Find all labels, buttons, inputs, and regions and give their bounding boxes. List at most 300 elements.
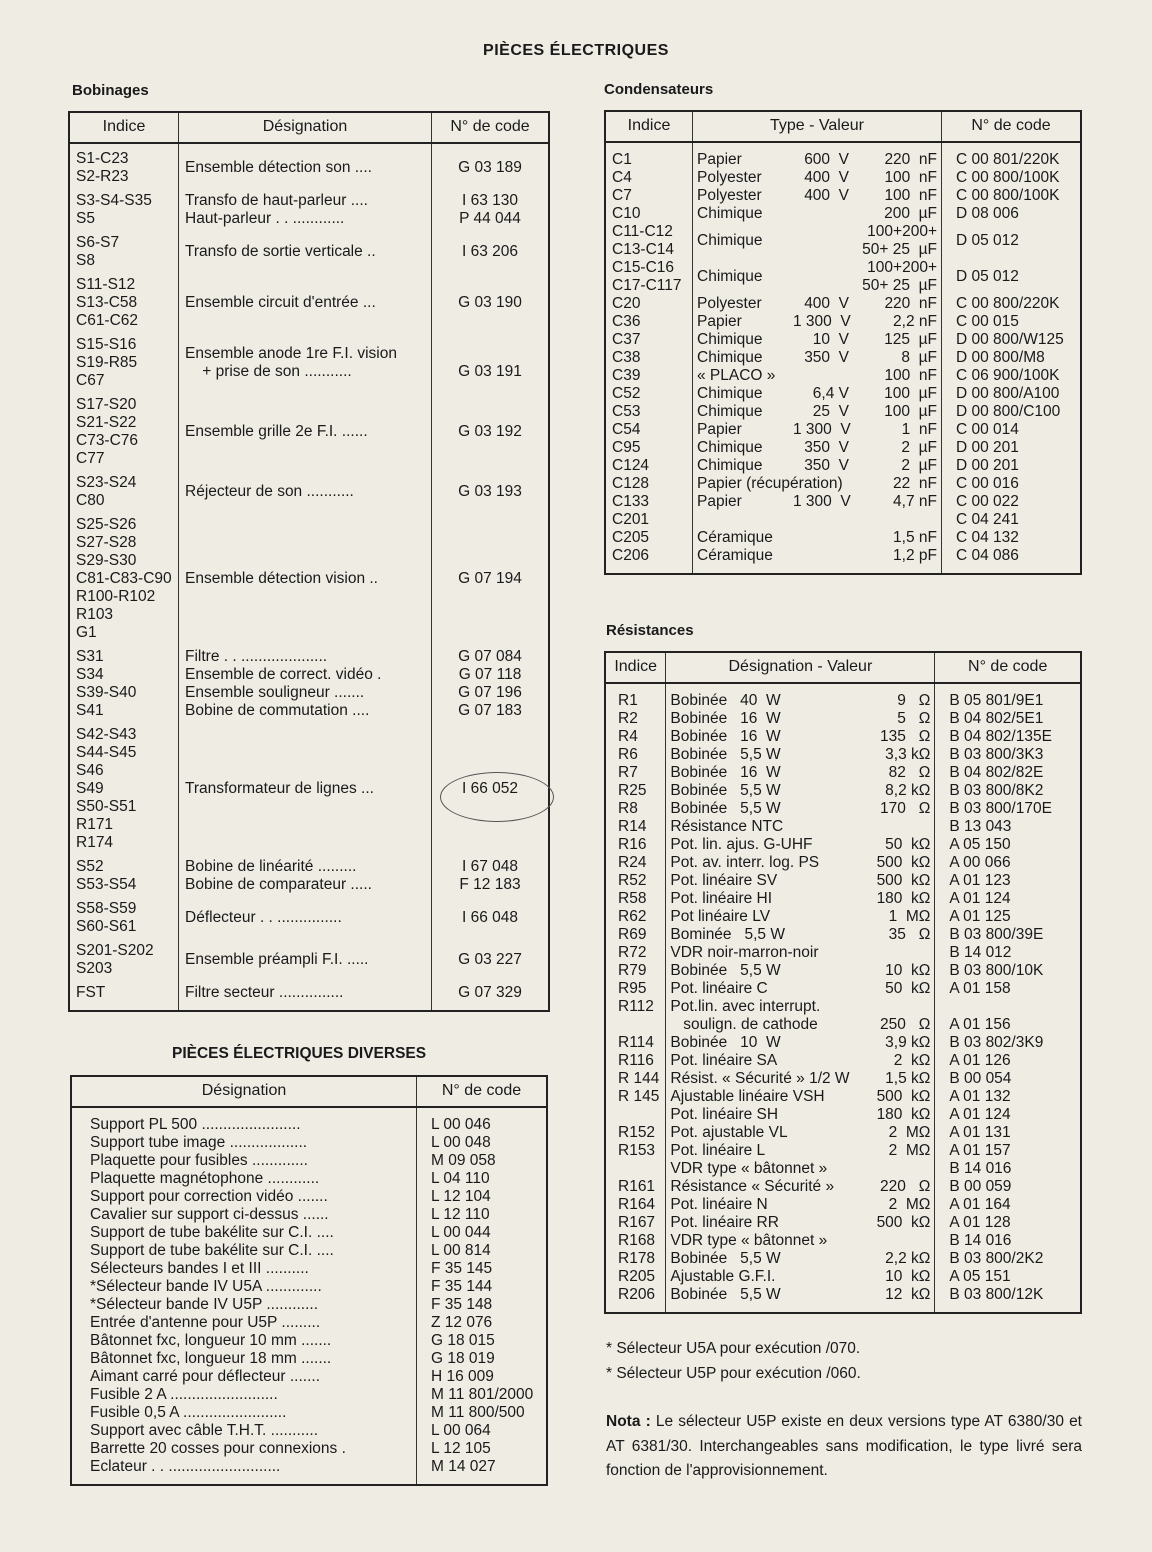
diverses-title: PIÈCES ÉLECTRIQUES DIVERSES (172, 1045, 427, 1062)
bob-designation: Déflecteur . . ............... (185, 909, 342, 926)
bob-indice-cell (69, 143, 179, 186)
cond-type-cell (693, 223, 942, 259)
cond-indice: C11-C12 (612, 223, 673, 240)
bob-indice: S52 (76, 858, 104, 875)
res-designation-cell (666, 1250, 935, 1268)
div-designation: Fusible 0,5 A ........................ (90, 1404, 287, 1421)
cond-value: 100 nF (884, 367, 937, 384)
bob-code-cell (432, 468, 550, 510)
bob-designation: Ensemble grille 2e F.I. ...... (185, 423, 368, 440)
div-code: L 00 064 (417, 1422, 548, 1440)
cond-indice-cell (605, 367, 693, 385)
bob-indice-cell (69, 330, 179, 390)
table-row (71, 1116, 547, 1134)
table-row (605, 1214, 1081, 1232)
res-code (935, 998, 1081, 1016)
cond-indice: C36 (612, 313, 641, 330)
cond-value: 50+ 25 µF (862, 241, 937, 258)
condensateurs-label: Condensateurs (604, 81, 714, 98)
cond-code: D 00 800/C100 (942, 403, 1082, 421)
cond-type: Polyester (697, 295, 762, 312)
cond-code: C 00 800/220K (942, 295, 1082, 313)
res-indice: R7 (618, 764, 638, 781)
res-designation: Bobinée 10 W (670, 1034, 781, 1051)
res-code: A 01 132 (935, 1088, 1081, 1106)
res-designation-cell (666, 1142, 935, 1160)
cond-value: 4,7 nF (893, 493, 937, 510)
res-indice: R25 (618, 782, 647, 799)
cond-value: 220 nF (884, 151, 937, 168)
bob-indice: S5 (76, 210, 95, 227)
bob-header-code: N° de code (432, 112, 550, 143)
bob-indice-cell (69, 978, 179, 1002)
res-code: A 05 151 (935, 1268, 1081, 1286)
res-designation-cell (666, 1016, 935, 1034)
res-value: 500 kΩ (876, 854, 931, 871)
res-value: 5 Ω (897, 710, 931, 727)
res-indice: R6 (618, 746, 638, 763)
cond-voltage: 400 V (804, 169, 849, 186)
div-designation: Plaquette pour fusibles ............. (90, 1152, 308, 1169)
diverses-table (70, 1075, 548, 1486)
cond-indice: C37 (612, 331, 641, 348)
bob-designation: Bobine de commutation .... (185, 702, 370, 719)
res-designation-cell (666, 1178, 935, 1196)
bob-indice: S49 (76, 780, 104, 797)
cond-indice: C52 (612, 385, 641, 402)
bob-designation: Transfo de sortie verticale .. (185, 243, 376, 260)
bob-designation: Réjecteur de son ........... (185, 483, 354, 500)
res-designation-cell (666, 998, 935, 1016)
table-row (71, 1134, 547, 1152)
cond-indice-cell (605, 439, 693, 457)
cond-header-indice: Indice (605, 111, 693, 142)
res-indice: R2 (618, 710, 638, 727)
table-row (605, 1016, 1081, 1034)
cond-code: C 04 241 (942, 511, 1082, 529)
res-code: A 01 124 (935, 890, 1081, 908)
cond-value: 1,5 nF (893, 529, 937, 546)
res-indice: R16 (618, 836, 647, 853)
table-row (605, 457, 1081, 475)
res-designation-cell (666, 1214, 935, 1232)
cond-type-cell (693, 547, 942, 565)
res-code: B 03 800/8K2 (935, 782, 1081, 800)
table-row (605, 800, 1081, 818)
table-row (605, 728, 1081, 746)
bob-indice: S15-S16 (76, 336, 137, 353)
bob-code: G 03 193 (458, 483, 522, 500)
cond-type: Chimique (697, 268, 763, 285)
res-value: 8,2 kΩ (885, 782, 931, 799)
cond-indice: C4 (612, 169, 632, 186)
resistances-table (604, 651, 1082, 1314)
res-designation: VDR noir-marron-noir (670, 944, 819, 961)
div-code: H 16 009 (417, 1368, 548, 1386)
cond-value: 100 nF (884, 169, 937, 186)
bob-indice: C77 (76, 450, 105, 467)
res-value (860, 818, 930, 836)
cond-type: Papier (697, 421, 742, 438)
div-designation: *Sélecteur bande IV U5A ............. (90, 1278, 322, 1295)
cond-value-wrap (849, 367, 937, 385)
bob-designation: Filtre secteur ............... (185, 984, 344, 1001)
cond-indice-cell (605, 475, 693, 493)
table-row (605, 836, 1081, 854)
res-value: 3,3 kΩ (885, 746, 931, 763)
bob-code: G 03 191 (458, 363, 522, 380)
table-row (71, 1296, 547, 1314)
table-row (605, 1124, 1081, 1142)
bob-indice: S58-S59 (76, 900, 137, 917)
table-row (605, 926, 1081, 944)
bob-designation: Bobine de comparateur ..... (185, 876, 372, 893)
bob-indice: S42-S43 (76, 726, 137, 743)
div-code: L 04 110 (417, 1170, 548, 1188)
cond-indice-cell (605, 187, 693, 205)
res-indice: R1 (618, 692, 638, 709)
bob-indice: S11-S12 (76, 276, 136, 293)
res-designation: Pot. linéaire C (670, 980, 768, 997)
res-designation-cell (666, 710, 935, 728)
res-indice: R153 (618, 1142, 656, 1159)
bob-indice-cell (69, 720, 179, 852)
res-value: 500 kΩ (876, 1214, 931, 1231)
cond-type-cell (693, 529, 942, 547)
res-designation-cell (666, 692, 935, 710)
table-row (71, 1404, 547, 1422)
div-code: L 12 110 (417, 1206, 548, 1224)
cond-code: D 00 201 (942, 457, 1082, 475)
table-row (605, 223, 1081, 259)
table-row (605, 1196, 1081, 1214)
bob-indice: R171 (76, 816, 114, 833)
bob-indice: S2-R23 (76, 168, 129, 185)
res-designation: Bobinée 5,5 W (670, 782, 781, 799)
cond-value: 100 µF (884, 385, 937, 402)
bob-indice-cell (69, 852, 179, 894)
res-code: A 05 150 (935, 836, 1081, 854)
cond-type: Papier (697, 151, 742, 168)
table-row (605, 1232, 1081, 1250)
cond-indice-cell (605, 421, 693, 439)
res-designation-cell (666, 1124, 935, 1142)
res-indice: R168 (618, 1232, 656, 1249)
res-designation: Bobinée 40 W (670, 692, 781, 709)
bob-designation-cell (179, 642, 432, 720)
cond-voltage: 1 300 V (793, 313, 851, 330)
bob-indice: S39-S40 (76, 684, 137, 701)
cond-value-wrap (849, 421, 937, 439)
bob-code: I 63 206 (461, 243, 519, 260)
res-indice: R161 (618, 1178, 656, 1195)
res-designation-cell (666, 818, 935, 836)
table-row (605, 349, 1081, 367)
cond-value: 50+ 25 µF (862, 277, 937, 294)
cond-indice-cell (605, 295, 693, 313)
table-row (69, 978, 549, 1002)
cond-indice-cell (605, 151, 693, 169)
table-row (71, 1278, 547, 1296)
cond-code: D 00 800/A100 (942, 385, 1082, 403)
cond-type: Chimique (697, 205, 763, 222)
table-row (69, 390, 549, 468)
div-designation: Sélecteurs bandes I et III .......... (90, 1260, 309, 1277)
table-row (69, 330, 549, 390)
cond-indice-cell (605, 223, 693, 259)
bob-designation-cell (179, 510, 432, 642)
table-row (605, 1106, 1081, 1124)
resistances-table-wrap (604, 651, 1082, 1314)
div-code: L 00 814 (417, 1242, 548, 1260)
table-row (605, 962, 1081, 980)
table-row (605, 998, 1081, 1016)
cond-code: C 00 016 (942, 475, 1082, 493)
condensateurs-table-wrap (604, 110, 1082, 575)
cond-indice-cell (605, 313, 693, 331)
bob-indice: R174 (76, 834, 114, 851)
table-row (71, 1422, 547, 1440)
div-designation: Support tube image .................. (90, 1134, 308, 1151)
cond-value: 100+200+ (867, 259, 937, 276)
res-value: 135 Ω (880, 728, 931, 745)
table-row (605, 1052, 1081, 1070)
res-indice: R52 (618, 872, 647, 889)
res-indice (605, 1106, 666, 1124)
page-title: PIÈCES ÉLECTRIQUES (483, 42, 669, 59)
bob-indice-cell (69, 390, 179, 468)
cond-code: D 08 006 (942, 205, 1082, 223)
table-row (605, 764, 1081, 782)
table-row (605, 1286, 1081, 1304)
bob-indice: S44-S45 (76, 744, 137, 761)
table-row (69, 143, 549, 186)
table-row (605, 511, 1081, 529)
cond-type-cell (693, 493, 942, 511)
bobinages-table (68, 111, 550, 1012)
bob-code-cell (432, 894, 550, 936)
res-value (860, 998, 930, 1016)
cond-value: 100 µF (884, 403, 937, 420)
res-designation: Bobinée 16 W (670, 764, 781, 781)
res-designation: Bominée 5,5 W (670, 926, 785, 943)
table-row (605, 295, 1081, 313)
cond-code: D 00 201 (942, 439, 1082, 457)
table-row (69, 468, 549, 510)
table-row (605, 944, 1081, 962)
res-indice: R8 (618, 800, 638, 817)
nota-text: Le sélecteur U5P existe en deux versions type AT 6380/30 et AT 6381/30. Interchangeables sans modification, le type livré sera fonction de l'approvisionnement. (606, 1413, 1082, 1479)
res-code: A 01 164 (935, 1196, 1081, 1214)
div-designation: Aimant carré pour déflecteur ....... (90, 1368, 321, 1385)
table-row (605, 475, 1081, 493)
cond-indice: C95 (612, 439, 641, 456)
bob-code-cell (432, 978, 550, 1002)
bob-designation-cell (179, 270, 432, 330)
res-value: 50 kΩ (885, 980, 931, 997)
div-code: L 12 105 (417, 1440, 548, 1458)
cond-type-cell (693, 187, 942, 205)
res-value: 170 Ω (880, 800, 931, 817)
div-designation: Support pour correction vidéo ....... (90, 1188, 328, 1205)
cond-value: 2,2 nF (893, 313, 937, 330)
table-row (605, 890, 1081, 908)
cond-indice: C10 (612, 205, 641, 222)
bob-designation-cell (179, 468, 432, 510)
bob-indice-cell (69, 894, 179, 936)
cond-indice-cell (605, 403, 693, 421)
bob-code: G 03 192 (458, 423, 522, 440)
res-header-indice: Indice (605, 652, 666, 683)
cond-value: 100+200+ (867, 223, 937, 240)
bob-indice: S50-S51 (76, 798, 137, 815)
res-designation: Bobinée 5,5 W (670, 800, 781, 817)
div-designation: Eclateur . . .......................... (90, 1458, 281, 1475)
res-designation: Bobinée 5,5 W (670, 1286, 781, 1303)
res-designation-cell (666, 980, 935, 998)
table-row (605, 529, 1081, 547)
bob-code-cell (432, 510, 550, 642)
res-designation-cell (666, 908, 935, 926)
table-row (605, 1142, 1081, 1160)
bob-indice-cell (69, 270, 179, 330)
table-row (605, 782, 1081, 800)
res-value: 3,9 kΩ (885, 1034, 931, 1051)
res-indice: R72 (618, 944, 647, 961)
res-designation-cell (666, 854, 935, 872)
bob-code: G 07 194 (458, 570, 522, 587)
cond-type: Chimique (697, 457, 763, 474)
res-value: 2 MΩ (888, 1196, 931, 1213)
cond-value-wrap (849, 205, 937, 223)
cond-value-wrap (849, 187, 937, 205)
cond-value-wrap (849, 349, 937, 367)
res-indice: R114 (618, 1034, 654, 1051)
cond-type-cell (693, 511, 942, 529)
cond-indice-cell (605, 169, 693, 187)
res-value: 2 MΩ (888, 1142, 931, 1159)
res-designation-cell (666, 872, 935, 890)
cond-indice: C39 (612, 367, 641, 384)
table-row (605, 692, 1081, 710)
cond-type: Céramique (697, 547, 773, 564)
table-row (69, 894, 549, 936)
table-row (71, 1440, 547, 1458)
cond-indice-cell (605, 205, 693, 223)
cond-code: C 06 900/100K (942, 367, 1082, 385)
bob-indice: S60-S61 (76, 918, 137, 935)
cond-type: Chimique (697, 439, 763, 456)
cond-indice-cell (605, 331, 693, 349)
table-row (71, 1332, 547, 1350)
bob-indice: S21-S22 (76, 414, 137, 431)
table-row (605, 403, 1081, 421)
cond-value: 100 nF (884, 187, 937, 204)
res-code: B 03 800/170E (935, 800, 1081, 818)
cond-value: 2 µF (901, 439, 937, 456)
res-indice: R58 (618, 890, 647, 907)
cond-value-wrap (849, 169, 937, 187)
cond-type-cell (693, 421, 942, 439)
div-header-code: N° de code (417, 1076, 548, 1107)
res-code: B 00 054 (935, 1070, 1081, 1088)
cond-voltage: 1 300 V (793, 421, 851, 438)
res-code: A 01 128 (935, 1214, 1081, 1232)
res-code: B 03 800/10K (935, 962, 1081, 980)
res-indice: R 144 (618, 1070, 660, 1087)
cond-indice: C53 (612, 403, 641, 420)
cond-code: C 00 015 (942, 313, 1082, 331)
res-value: 10 kΩ (885, 1268, 931, 1285)
table-row (605, 421, 1081, 439)
cond-value: 125 µF (884, 331, 937, 348)
cond-type-cell (693, 169, 942, 187)
cond-indice: C206 (612, 547, 650, 564)
res-value: 10 kΩ (885, 962, 931, 979)
res-designation-cell (666, 836, 935, 854)
bob-code-cell (432, 228, 550, 270)
cond-type-cell (693, 205, 942, 223)
res-designation-cell (666, 926, 935, 944)
res-indice: R95 (618, 980, 647, 997)
res-designation: Pot. linéaire RR (670, 1214, 779, 1231)
bob-indice: C81-C83-C90 (76, 570, 172, 587)
table-row (605, 1034, 1081, 1052)
res-designation: Pot linéaire LV (670, 908, 771, 925)
res-designation: Pot. linéaire L (670, 1142, 766, 1159)
res-designation-cell (666, 764, 935, 782)
cond-indice: C1 (612, 151, 632, 168)
div-code: L 00 046 (417, 1116, 548, 1134)
table-row (605, 187, 1081, 205)
res-designation: Pot.lin. avec interrupt. (670, 998, 821, 1015)
table-row (605, 205, 1081, 223)
table-row (605, 746, 1081, 764)
div-designation: Support avec câble T.H.T. ........... (90, 1422, 319, 1439)
bob-code: I 63 130 (461, 192, 519, 209)
res-value: 9 Ω (897, 692, 931, 709)
cond-indice: C54 (612, 421, 641, 438)
res-designation-cell (666, 782, 935, 800)
bob-indice: R103 (76, 606, 114, 623)
cond-code: C 00 801/220K (942, 151, 1082, 169)
res-indice: R167 (618, 1214, 656, 1231)
cond-code: C 00 022 (942, 493, 1082, 511)
div-code: M 14 027 (417, 1458, 548, 1476)
res-designation: Résistance NTC (670, 818, 784, 835)
res-value: 180 kΩ (876, 1106, 931, 1123)
bob-indice-cell (69, 936, 179, 978)
res-value (860, 944, 930, 962)
res-code: A 01 125 (935, 908, 1081, 926)
bob-code: G 07 329 (458, 984, 522, 1001)
cond-type: Polyester (697, 169, 762, 186)
cond-type: Chimique (697, 349, 763, 366)
div-code: M 11 801/2000 (417, 1386, 548, 1404)
res-designation: Pot. linéaire SH (670, 1106, 779, 1123)
table-row (605, 331, 1081, 349)
cond-code: C 00 800/100K (942, 169, 1082, 187)
div-designation: Bâtonnet fxc, longueur 18 mm ....... (90, 1350, 332, 1367)
res-indice: R164 (618, 1196, 656, 1213)
res-value: 1 MΩ (888, 908, 931, 925)
res-code: B 14 016 (935, 1160, 1081, 1178)
cond-type: Chimique (697, 331, 763, 348)
cond-voltage: 400 V (804, 295, 849, 312)
cond-value: 8 µF (901, 349, 937, 366)
cond-value-wrap (849, 529, 937, 547)
res-indice: R62 (618, 908, 647, 925)
